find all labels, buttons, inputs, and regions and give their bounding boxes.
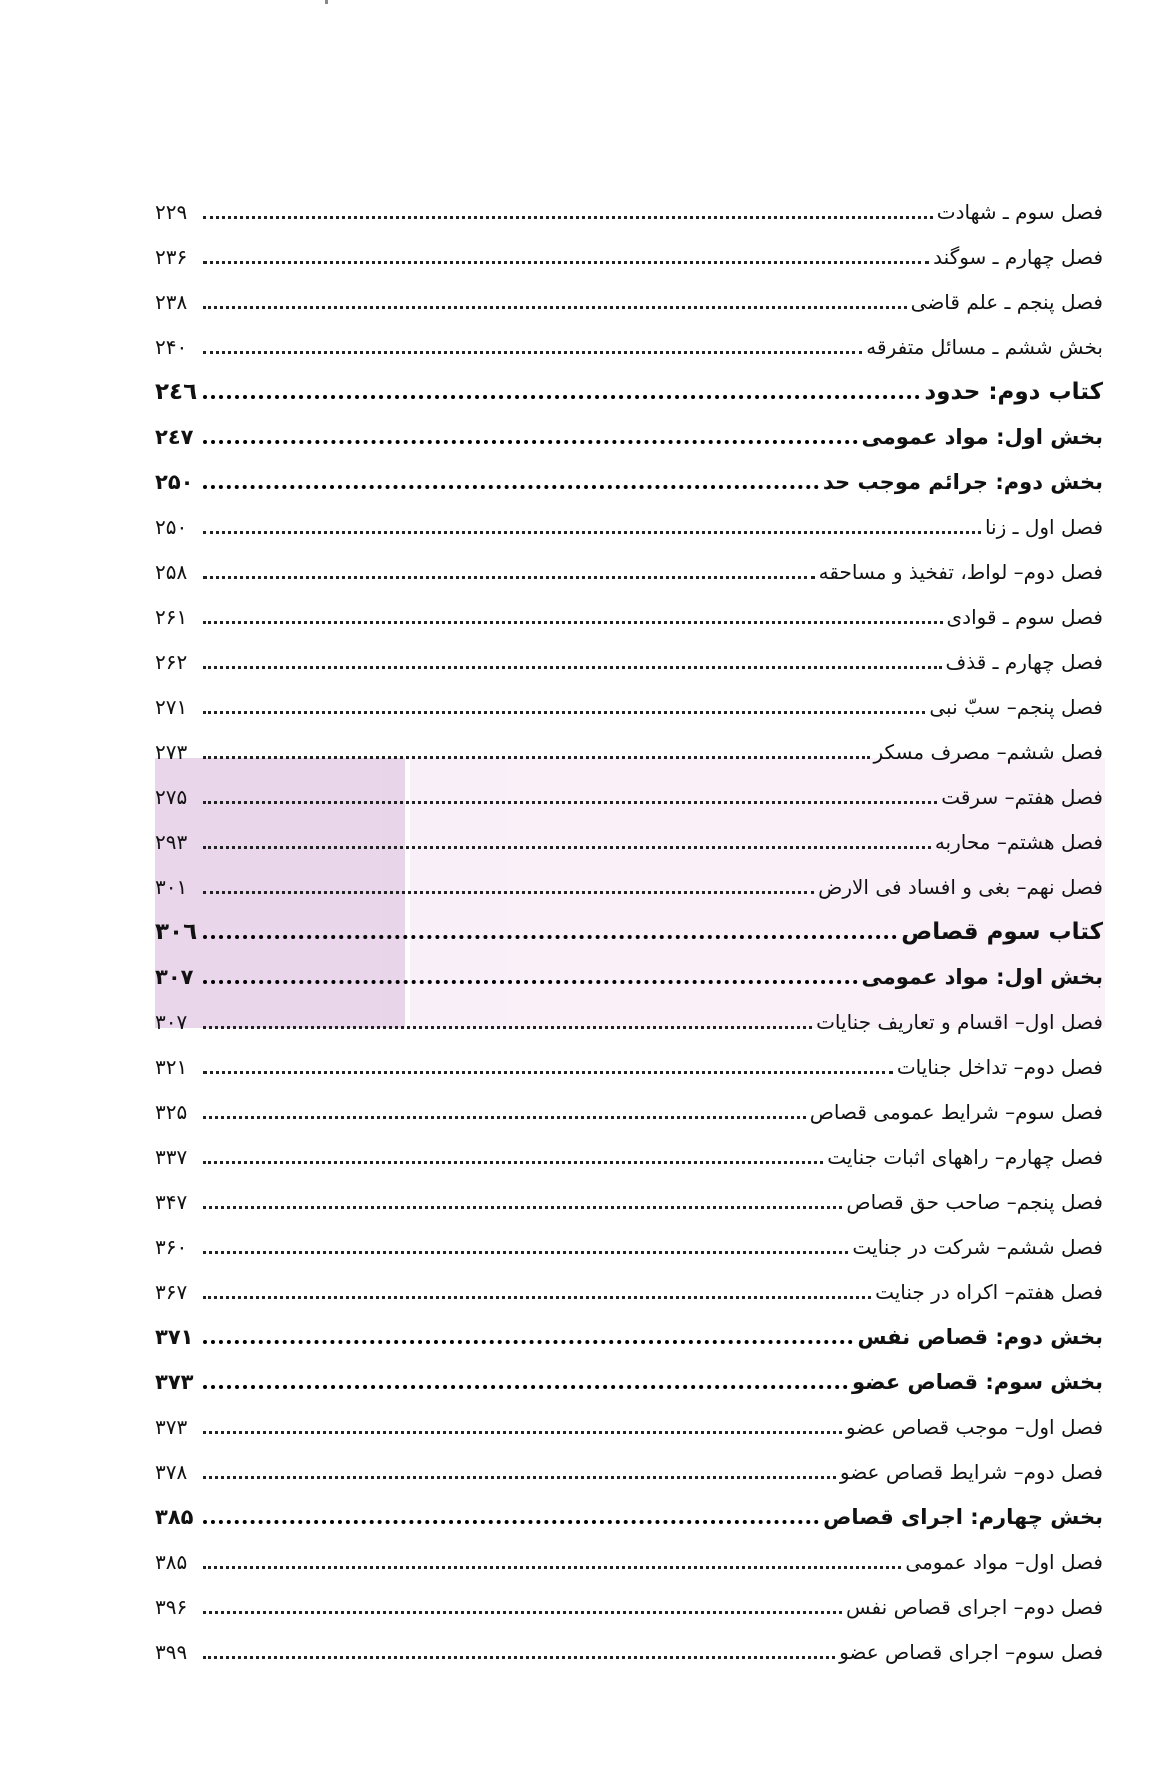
toc-entry-page-number: ۲٤٧ <box>155 425 194 449</box>
toc-entry-title: کتاب سوم قصاص <box>901 919 1103 945</box>
toc-entry-title: فصل اول ـ زنا <box>984 515 1103 539</box>
dot-leader <box>203 846 931 849</box>
toc-entry[interactable] <box>155 1178 1103 1223</box>
toc-entry-page-number: ۳۲۵ <box>155 1100 188 1124</box>
toc-entry-page-number: ۲۳۶ <box>155 245 188 269</box>
toc-entry-page-number: ۳۰۱ <box>155 875 188 899</box>
toc-entry[interactable] <box>155 548 1103 593</box>
toc-entry-page-number: ۳۷۳ <box>155 1415 188 1439</box>
toc-entry[interactable] <box>155 278 1103 323</box>
toc-entry[interactable] <box>155 1538 1103 1583</box>
toc-entry[interactable] <box>155 1403 1103 1448</box>
toc-entry-page-number: ۳۶۷ <box>155 1280 188 1304</box>
toc-entry[interactable] <box>155 1088 1103 1133</box>
toc-entry[interactable] <box>155 1133 1103 1178</box>
toc-entry[interactable] <box>155 728 1103 773</box>
toc-entry-title: فصل دوم– اجرای قصاص نفس <box>846 1595 1103 1619</box>
dot-leader <box>203 261 929 264</box>
dot-leader <box>203 980 858 984</box>
toc-entry[interactable] <box>155 638 1103 683</box>
dot-leader <box>203 531 981 534</box>
dot-leader <box>203 485 819 489</box>
toc-entry-title: فصل سوم– شرایط عمومی قصاص <box>809 1100 1103 1124</box>
dot-leader <box>203 440 858 444</box>
toc-entry-page-number: ۳۷۱ <box>155 1325 194 1349</box>
toc-entry-title: فصل هفتم– اکراه در جنایت <box>875 1280 1103 1304</box>
toc-entry-page-number: ۳۹۹ <box>155 1640 188 1664</box>
toc-entry-page-number: ۳۴۷ <box>155 1190 188 1214</box>
toc-entry-page-number: ۲۵۰ <box>155 515 188 539</box>
toc-entry[interactable] <box>155 953 1103 998</box>
dot-leader <box>203 1611 842 1614</box>
dot-leader <box>203 576 815 579</box>
toc-entry-page-number: ۳۷۸ <box>155 1460 188 1484</box>
toc-entry-title: فصل سوم ـ شهادت <box>936 200 1103 224</box>
dot-leader <box>203 1116 806 1119</box>
toc-entry-title: فصل اول– مواد عمومی <box>905 1550 1103 1574</box>
toc-entry[interactable] <box>155 1628 1103 1673</box>
dot-leader <box>203 1340 853 1344</box>
dot-leader <box>203 1026 812 1029</box>
dot-leader <box>203 711 925 714</box>
toc-entry[interactable] <box>155 863 1103 908</box>
toc-entry-page-number: ۲۷۱ <box>155 695 188 719</box>
toc-entry-title: بخش سوم: قصاص عضو <box>851 1370 1103 1394</box>
dot-leader <box>203 935 897 939</box>
toc-entry-title: بخش ششم ـ مسائل متفرقه <box>866 335 1103 359</box>
toc-entry-title: فصل نهم– بغی و افساد فی الارض <box>818 875 1103 899</box>
dot-leader <box>203 621 943 624</box>
toc-entry-page-number: ۲۵۰ <box>155 470 194 494</box>
toc-entry-page-number: ۳۰٦ <box>155 919 198 945</box>
toc-entry-page-number: ۳۰۷ <box>155 1010 188 1034</box>
toc-entry[interactable] <box>155 503 1103 548</box>
toc-entry-page-number: ۳۷۳ <box>155 1370 194 1394</box>
toc-entry[interactable] <box>155 1493 1103 1538</box>
toc-entry[interactable] <box>155 233 1103 278</box>
dot-leader <box>203 1161 823 1164</box>
toc-entry[interactable] <box>155 1448 1103 1493</box>
toc-entry[interactable] <box>155 1268 1103 1313</box>
dot-leader <box>203 756 870 759</box>
toc-entry-title: فصل پنجم ـ علم قاضی <box>910 290 1103 314</box>
toc-entry-title: فصل اول– اقسام و تعاریف جنایات <box>816 1010 1103 1034</box>
toc-entry-page-number: ۳۶۰ <box>155 1235 188 1259</box>
toc-entry-title: فصل هشتم– محاربه <box>934 830 1103 854</box>
toc-entry[interactable] <box>155 413 1103 458</box>
toc-entry[interactable] <box>155 1223 1103 1268</box>
toc-entry-title: فصل پنجم– سبّ نبی <box>929 695 1103 719</box>
toc-entry[interactable] <box>155 1583 1103 1628</box>
toc-entry-title: فصل دوم– شرایط قصاص عضو <box>839 1460 1103 1484</box>
dot-leader <box>203 1476 836 1479</box>
table-of-contents <box>155 188 1103 1673</box>
toc-entry[interactable] <box>155 188 1103 233</box>
dot-leader <box>203 306 907 309</box>
toc-entry-page-number: ۲۷۳ <box>155 740 188 764</box>
dot-leader <box>203 1566 901 1569</box>
toc-entry[interactable] <box>155 593 1103 638</box>
toc-entry[interactable] <box>155 458 1103 503</box>
toc-entry-page-number: ۳۸۵ <box>155 1550 188 1574</box>
toc-entry-page-number: ۳۳۷ <box>155 1145 188 1169</box>
toc-entry[interactable] <box>155 368 1103 413</box>
toc-entry[interactable] <box>155 908 1103 953</box>
toc-entry-page-number: ۲۵۸ <box>155 560 188 584</box>
toc-entry-title: فصل دوم– لواط، تفخیذ و مساحقه <box>818 560 1103 584</box>
toc-entry-title: فصل سوم– اجرای قصاص عضو <box>839 1640 1103 1664</box>
toc-entry[interactable] <box>155 1043 1103 1088</box>
toc-entry-page-number: ۳۰۷ <box>155 965 194 989</box>
toc-entry-title: فصل هفتم– سرقت <box>941 785 1103 809</box>
dot-leader <box>203 1071 893 1074</box>
toc-entry-page-number: ۲۷۵ <box>155 785 188 809</box>
toc-entry-title: فصل چهارم ـ قذف <box>945 650 1103 674</box>
toc-entry-page-number: ۲۶۲ <box>155 650 188 674</box>
toc-entry[interactable] <box>155 683 1103 728</box>
toc-entry-title: کتاب دوم: حدود <box>924 379 1103 405</box>
toc-entry-page-number: ۲۲۹ <box>155 200 188 224</box>
toc-entry[interactable] <box>155 773 1103 818</box>
toc-entry-page-number: ۳۲۱ <box>155 1055 188 1079</box>
toc-entry-page-number: ۳۹۶ <box>155 1595 188 1619</box>
dot-leader <box>203 216 933 219</box>
toc-entry-title: فصل پنجم– صاحب حق قصاص <box>846 1190 1103 1214</box>
toc-entry[interactable] <box>155 818 1103 863</box>
toc-entry-title: فصل سوم ـ قوادی <box>946 605 1103 629</box>
toc-entry-title: فصل دوم– تداخل جنایات <box>896 1055 1103 1079</box>
toc-entry[interactable] <box>155 998 1103 1043</box>
dot-leader <box>203 1656 835 1659</box>
toc-entry-title: بخش چهارم: اجرای قصاص <box>823 1505 1103 1529</box>
dot-leader <box>203 891 814 894</box>
toc-entry-page-number: ۲۶۱ <box>155 605 188 629</box>
toc-entry-title: فصل چهارم ـ سوگند <box>933 245 1103 269</box>
dot-leader <box>203 351 862 354</box>
dot-leader <box>203 395 920 399</box>
toc-entry-page-number: ۲۴۰ <box>155 335 188 359</box>
toc-entry-page-number: ۲٤٦ <box>155 379 198 405</box>
toc-entry-page-number: ۳۸۵ <box>155 1505 194 1529</box>
toc-entry-page-number: ۲۹۳ <box>155 830 188 854</box>
toc-entry-title: فصل اول– موجب قصاص عضو <box>845 1415 1103 1439</box>
dot-leader <box>203 1206 842 1209</box>
toc-entry[interactable] <box>155 323 1103 368</box>
top-margin-mark <box>325 0 328 4</box>
dot-leader <box>203 1251 848 1254</box>
toc-entry-title: بخش اول: مواد عمومی <box>861 965 1103 989</box>
toc-entry[interactable] <box>155 1313 1103 1358</box>
toc-entry-title: فصل ششم– مصرف مسکر <box>873 740 1103 764</box>
toc-entry-page-number: ۲۳۸ <box>155 290 188 314</box>
toc-entry-title: بخش اول: مواد عمومی <box>861 425 1103 449</box>
dot-leader <box>203 1385 848 1389</box>
dot-leader <box>203 801 937 804</box>
dot-leader <box>203 1520 819 1524</box>
dot-leader <box>203 666 942 669</box>
toc-entry-title: بخش دوم: قصاص نفس <box>857 1325 1103 1349</box>
toc-entry-title: فصل چهارم– راههای اثبات جنایت <box>827 1145 1103 1169</box>
toc-entry-title: بخش دوم: جرائم موجب حد <box>822 470 1103 494</box>
toc-entry[interactable] <box>155 1358 1103 1403</box>
dot-leader <box>203 1431 842 1434</box>
dot-leader <box>203 1296 871 1299</box>
toc-entry-title: فصل ششم– شرکت در جنایت <box>852 1235 1103 1259</box>
